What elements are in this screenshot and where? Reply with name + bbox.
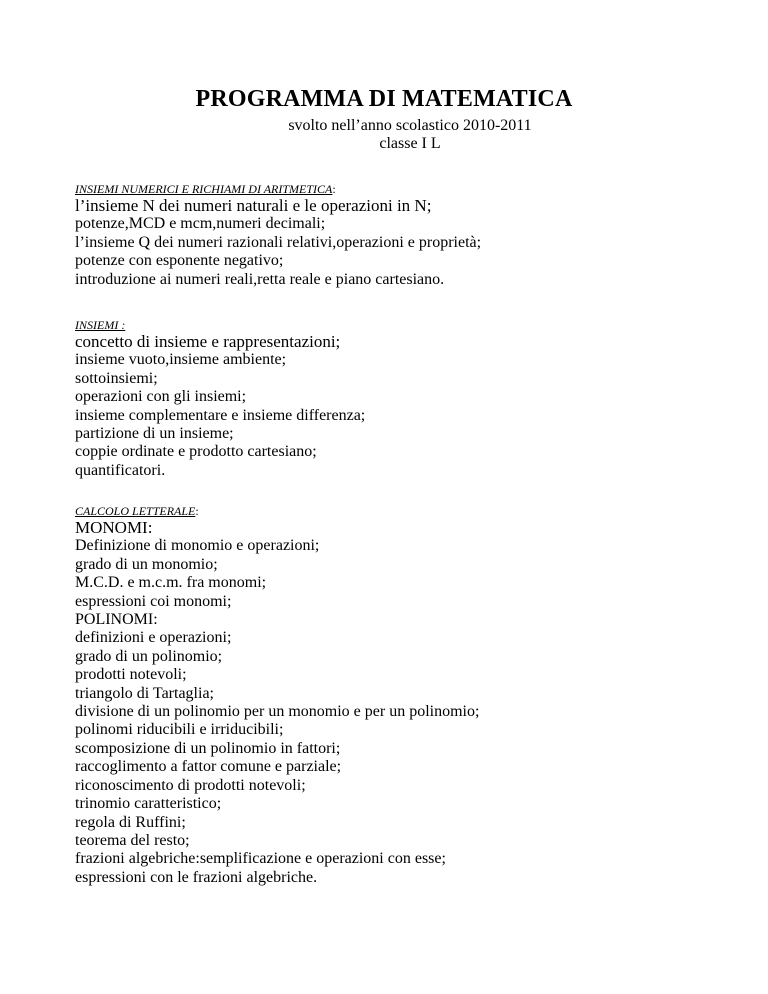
list-item-monomi-header: MONOMI: (75, 518, 153, 537)
class-label: classe I L (379, 135, 441, 152)
list-item: l’insieme N dei numeri naturali e le operazioni in N; (75, 196, 432, 215)
list-item: Definizione di monomio e operazioni; (75, 537, 320, 555)
list-item: introduzione ai numeri reali,retta reale e piano cartesiano. (75, 270, 445, 288)
list-item: M.C.D. e m.c.m. fra monomi; (75, 574, 267, 592)
list-item: grado di un monomio; (75, 555, 218, 573)
section-heading-suffix: : (332, 182, 336, 196)
school-year-subtitle: svolto nell’anno scolastico 2010-2011 (288, 117, 532, 134)
list-item: grado di un polinomio; (75, 647, 223, 665)
section-heading-text: CALCOLO LETTERALE (75, 504, 196, 518)
section-calcolo-letterale (75, 504, 715, 887)
section-insiemi-numerici (75, 182, 715, 289)
list-item: insieme complementare e insieme differenza; (75, 406, 366, 424)
page-title: PROGRAMMA DI MATEMATICA (195, 86, 573, 112)
list-item: potenze,MCD e mcm,numeri decimali; (75, 215, 326, 233)
list-item: insieme vuoto,insieme ambiente; (75, 351, 287, 369)
list-item: operazioni con gli insiemi; (75, 388, 247, 406)
section-heading (75, 504, 715, 519)
list-item: espressioni coi monomi; (75, 592, 232, 610)
topic-list (75, 333, 715, 480)
section-insiemi (75, 318, 715, 480)
section-heading-text: INSIEMI NUMERICI E RICHIAMI DI ARITMETICA (75, 182, 333, 196)
list-item: quantificatori. (75, 461, 166, 479)
list-item: scomposizione di un polinomio in fattori; (75, 739, 341, 757)
topic-list (75, 519, 715, 887)
section-heading-suffix: : (195, 504, 199, 518)
list-item: sottoinsiemi; (75, 369, 158, 387)
list-item: partizione di un insieme; (75, 425, 234, 443)
list-item: trinomio caratteristico; (75, 795, 222, 813)
section-heading (75, 318, 715, 333)
list-item: divisione di un polinomio per un monomio e per un polinomio; (75, 703, 480, 721)
list-item: frazioni algebriche:semplificazione e operazioni con esse; (75, 850, 446, 868)
section-heading (75, 182, 715, 197)
list-item: l’insieme Q dei numeri razionali relativi,operazioni e proprietà; (75, 233, 482, 251)
list-item: triangolo di Tartaglia; (75, 684, 214, 702)
list-item: potenze con esponente negativo; (75, 252, 284, 270)
list-item: riconoscimento di prodotti notevoli; (75, 776, 306, 794)
list-item: teorema del resto; (75, 831, 190, 849)
list-item: prodotti notevoli; (75, 666, 187, 684)
list-item: raccoglimento a fattor comune e parziale; (75, 758, 342, 776)
list-item-polinomi-header: POLINOMI: (75, 611, 158, 629)
topic-list (75, 197, 715, 289)
list-item: concetto di insieme e rappresentazioni; (75, 332, 341, 351)
list-item: polinomi riducibili e irriducibili; (75, 721, 284, 739)
list-item: espressioni con le frazioni algebriche. (75, 868, 318, 886)
list-item: coppie ordinate e prodotto cartesiano; (75, 443, 317, 461)
section-heading-text: INSIEMI : (75, 318, 126, 332)
list-item: definizioni e operazioni; (75, 629, 232, 647)
list-item: regola di Ruffini; (75, 813, 186, 831)
